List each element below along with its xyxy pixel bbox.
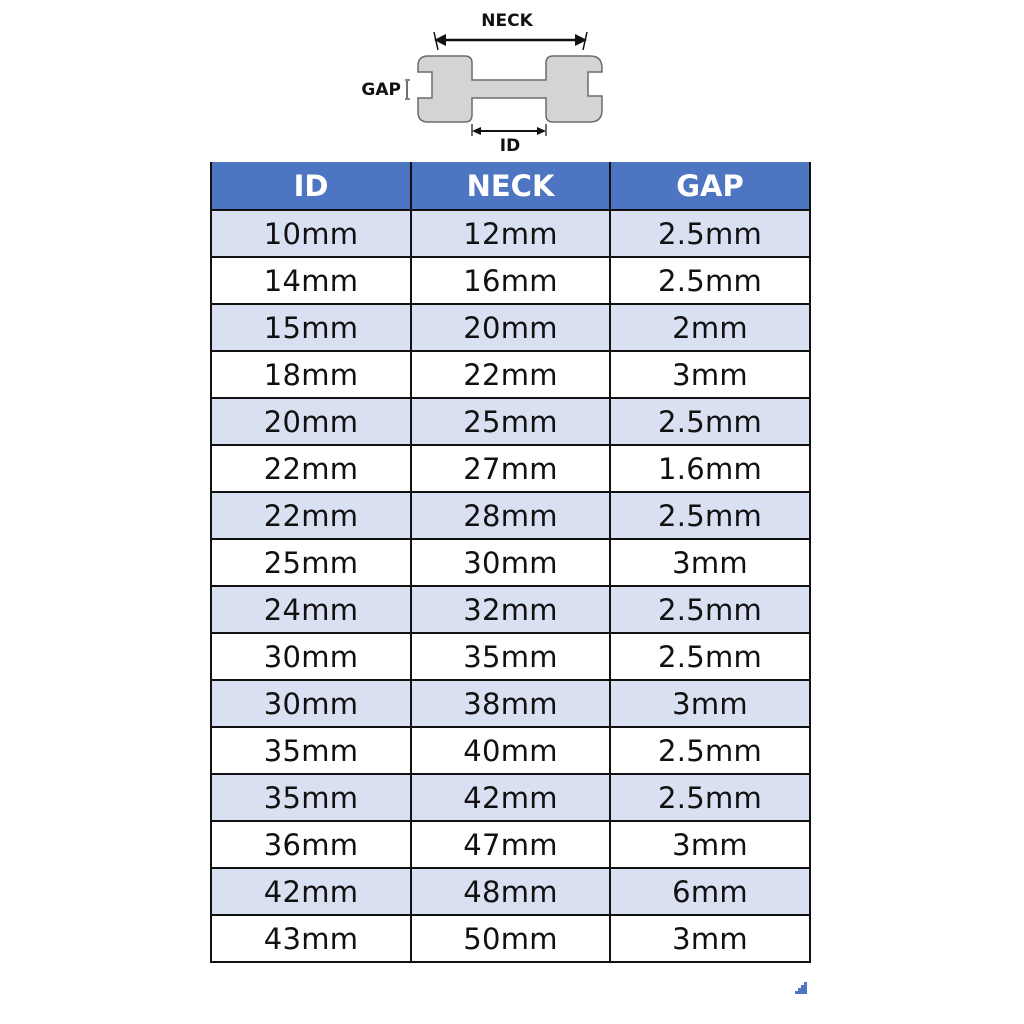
cell-neck: 35mm <box>411 633 610 680</box>
table-row <box>211 257 810 304</box>
cell-gap: 3mm <box>610 539 810 586</box>
table-header <box>211 162 810 210</box>
table-row <box>211 821 810 868</box>
cell-id: 30mm <box>211 680 411 727</box>
cell-id: 24mm <box>211 586 411 633</box>
cell-gap: 3mm <box>610 351 810 398</box>
cell-neck: 40mm <box>411 727 610 774</box>
gap-label: GAP <box>361 80 401 100</box>
cell-gap: 2.5mm <box>610 727 810 774</box>
grommet-profile-shape <box>418 56 602 122</box>
cell-id: 22mm <box>211 445 411 492</box>
grommet-profile-diagram <box>340 0 640 162</box>
header-row <box>211 162 810 210</box>
cell-gap: 2.5mm <box>610 774 810 821</box>
cell-id: 35mm <box>211 727 411 774</box>
cell-gap: 2.5mm <box>610 633 810 680</box>
size-table <box>210 162 811 963</box>
cell-id: 30mm <box>211 633 411 680</box>
table-row <box>211 915 810 962</box>
cell-neck: 38mm <box>411 680 610 727</box>
cell-id: 18mm <box>211 351 411 398</box>
cell-gap: 3mm <box>610 915 810 962</box>
cell-id: 14mm <box>211 257 411 304</box>
table-row <box>211 539 810 586</box>
table-row <box>211 774 810 821</box>
cell-gap: 2.5mm <box>610 257 810 304</box>
neck-arrowhead-right <box>575 34 587 46</box>
cell-neck: 20mm <box>411 304 610 351</box>
table-row <box>211 398 810 445</box>
neck-dimension <box>434 11 587 50</box>
table-row <box>211 351 810 398</box>
corner-step-shape <box>795 982 807 994</box>
id-arrowhead-right <box>537 127 546 135</box>
cell-gap: 2.5mm <box>610 398 810 445</box>
cell-id: 15mm <box>211 304 411 351</box>
table-row <box>211 868 810 915</box>
cell-neck: 22mm <box>411 351 610 398</box>
cell-id: 10mm <box>211 210 411 257</box>
column-header-neck: NECK <box>411 162 610 210</box>
cell-gap: 3mm <box>610 821 810 868</box>
cell-neck: 30mm <box>411 539 610 586</box>
neck-label: NECK <box>481 11 533 31</box>
cell-neck: 48mm <box>411 868 610 915</box>
cell-id: 35mm <box>211 774 411 821</box>
profile-svg <box>340 0 640 162</box>
cell-gap: 3mm <box>610 680 810 727</box>
column-header-gap: GAP <box>610 162 810 210</box>
table-row <box>211 633 810 680</box>
gap-dimension <box>361 80 410 100</box>
cell-id: 20mm <box>211 398 411 445</box>
cell-neck: 25mm <box>411 398 610 445</box>
corner-step-mark <box>795 982 807 994</box>
column-header-id: ID <box>211 162 411 210</box>
cell-id: 22mm <box>211 492 411 539</box>
cell-gap: 1.6mm <box>610 445 810 492</box>
table-row <box>211 304 810 351</box>
id-arrowhead-left <box>472 127 481 135</box>
table-body <box>211 210 810 962</box>
cell-neck: 28mm <box>411 492 610 539</box>
cell-id: 25mm <box>211 539 411 586</box>
cell-neck: 50mm <box>411 915 610 962</box>
cell-gap: 2.5mm <box>610 210 810 257</box>
id-dimension <box>472 124 546 156</box>
cell-neck: 47mm <box>411 821 610 868</box>
cell-neck: 27mm <box>411 445 610 492</box>
cell-id: 43mm <box>211 915 411 962</box>
cell-gap: 2mm <box>610 304 810 351</box>
cell-neck: 42mm <box>411 774 610 821</box>
cell-gap: 2.5mm <box>610 492 810 539</box>
id-label: ID <box>499 136 521 156</box>
cell-neck: 16mm <box>411 257 610 304</box>
table-row <box>211 680 810 727</box>
cell-id: 42mm <box>211 868 411 915</box>
table-row <box>211 445 810 492</box>
cell-gap: 6mm <box>610 868 810 915</box>
cell-id: 36mm <box>211 821 411 868</box>
cell-gap: 2.5mm <box>610 586 810 633</box>
table-row <box>211 727 810 774</box>
neck-arrowhead-left <box>434 34 446 46</box>
cell-neck: 32mm <box>411 586 610 633</box>
table-row <box>211 210 810 257</box>
cell-neck: 12mm <box>411 210 610 257</box>
table-row <box>211 586 810 633</box>
table-row <box>211 492 810 539</box>
